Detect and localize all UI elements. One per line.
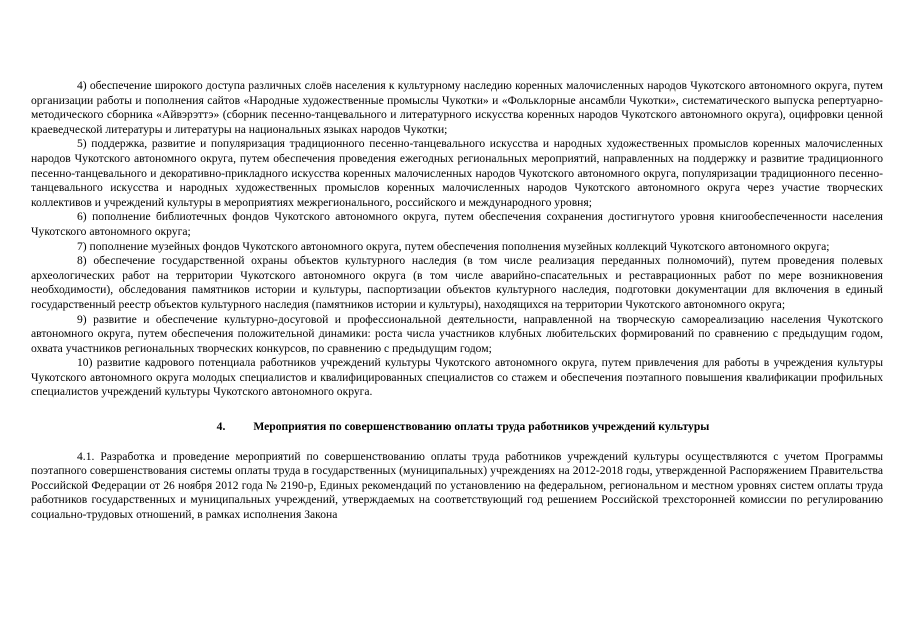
paragraph-item-4: 4) обеспечение широкого доступа различных слоёв населения к культурному наследию коренных малочисленных народов Чукотского автономного округа, путем организации работы и пополнения сайтов «Народные художественные промыслы Чукотки» и «Фольклорные ансамбли Чукотки», систематического выпуска репертуарно-методического сборника «Айвэрэттэ» (сборник песенно-танцевального и литературного искусства коренных народов Чукотского автономного округа), оцифровки ценной краеведческой литературы и литературы на национальных языках народов Чукотки;: [31, 79, 883, 136]
section-paragraph-4-1: 4.1. Разработка и проведение мероприятий по совершенствованию оплаты труда работников учреждений культуры осуществляются с учетом Программы поэтапного совершенствования системы оплаты труда в государственных (муниципальных) учреждениях на 2012-2018 годы, утвержденной Распоряжением Правительства Российской Федерации от 26 ноября 2012 года № 2190-р, Единых рекомендаций по установлению на федеральном, региональном и местном уровнях систем оплаты труда работников государственных и муниципальных учреждений, утверждаемых на соответствующий год решением Российской трехсторонней комиссии по регулированию социально-трудовых отношений, в рамках исполнения Закона: [31, 449, 883, 522]
paragraph-item-8: 8) обеспечение государственной охраны объектов культурного наследия (в том числе реализация переданных полномочий), путем проведения полевых археологических работ на территории Чукотского автономного округа (в том числе аварийно-спасательных и реставрационных работ по мере возникновения необходимости), обследования памятников истории и культуры, паспортизации объектов культурного наследия, подготовки документации для включения в единый государственный реестр объектов культурного наследия (памятников истории и культуры), находящихся на территории Чукотского автономного округа;: [31, 254, 883, 311]
section-title: Мероприятия по совершенствованию оплаты труда работников учреждений культуры: [253, 420, 710, 434]
section-heading: [31, 420, 883, 435]
paragraph-item-6: 6) пополнение библиотечных фондов Чукотского автономного округа, путем обеспечения сохранения достигнутого уровня книгообеспеченности населения Чукотского автономного округа;: [31, 210, 883, 238]
document-page: [31, 79, 883, 523]
paragraph-item-9: 9) развитие и обеспечение культурно-досуговой и профессиональной деятельности, направленной на творческую самореализацию населения Чукотского автономного округа, путем обеспечения положительной динамики: роста числа участников клубных любительских формирований по сравнению с предыдущим годом, охвата участников региональных творческих конкурсов, по сравнению с предыдущим годом;: [31, 312, 883, 355]
paragraph-item-10: 10) развитие кадрового потенциала работников учреждений культуры Чукотского автономного округа, путем привлечения для работы в учреждения культуры Чукотского автономного округа молодых специалистов и квалифицированных специалистов со стажем и обеспечения поэтапного повышения квалификации профильных специалистов учреждений культуры Чукотского автономного округа.: [31, 356, 883, 399]
paragraph-item-5: 5) поддержка, развитие и популяризация традиционного песенно-танцевального искусства и народных художественных промыслов коренных малочисленных народов Чукотского автономного округа, путем обеспечения проведения ежегодных региональных мероприятий, направленных на поддержку и развитие традиционного песенно-танцевального и декоративно-прикладного искусства коренных малочисленных народов Чукотского автономного округа, популяризации традиционного песенно-танцевального искусства и народных художественных промыслов коренных малочисленных народов Чукотского автономного округа через участие творческих коллективов и учреждений культуры в мероприятиях межрегионального, российского и международного уровня;: [31, 137, 883, 209]
paragraph-item-7: 7) пополнение музейных фондов Чукотского автономного округа, путем обеспечения пополнения музейных коллекций Чукотского автономного округа;: [77, 239, 830, 253]
section-number: 4.: [216, 420, 226, 434]
